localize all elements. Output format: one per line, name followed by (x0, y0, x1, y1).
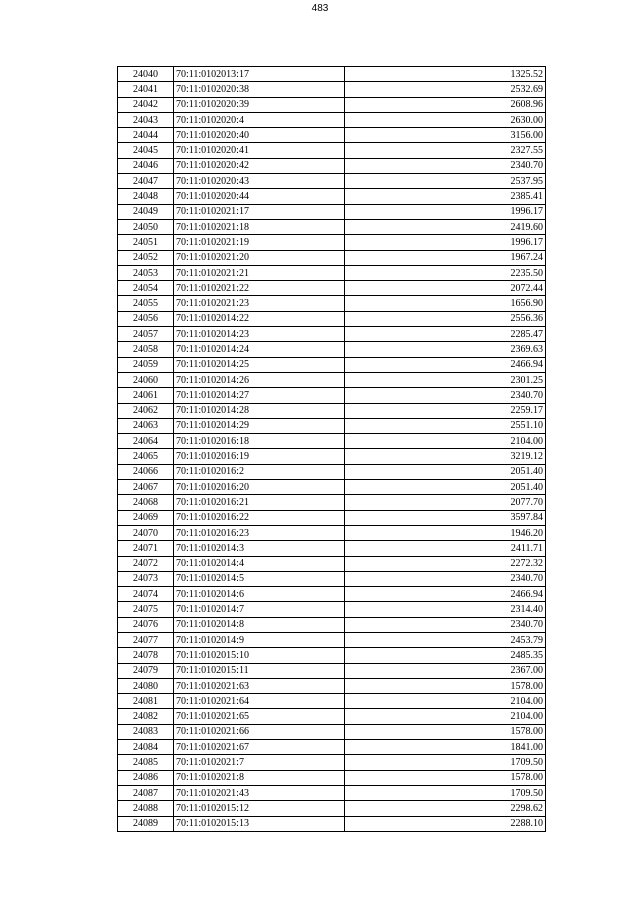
table-row (118, 372, 546, 387)
row-number-cell: 24077 (118, 632, 174, 647)
table-row (118, 418, 546, 433)
area-value-cell: 2340.70 (345, 388, 546, 403)
cadastral-code-cell: 70:11:0102016:21 (174, 495, 345, 510)
table-row (118, 480, 546, 495)
row-number-cell: 24069 (118, 510, 174, 525)
cadastral-code-cell: 70:11:0102020:38 (174, 82, 345, 97)
row-number-cell: 24067 (118, 480, 174, 495)
table-row (118, 663, 546, 678)
table-row (118, 128, 546, 143)
row-number-cell: 24050 (118, 219, 174, 234)
area-value-cell: 2411.71 (345, 541, 546, 556)
row-number-cell: 24058 (118, 342, 174, 357)
table-row (118, 602, 546, 617)
table-row (118, 587, 546, 602)
row-number-cell: 24046 (118, 158, 174, 173)
row-number-cell: 24087 (118, 785, 174, 800)
row-number-cell: 24074 (118, 587, 174, 602)
area-value-cell: 2537.95 (345, 174, 546, 189)
table-row (118, 525, 546, 540)
area-value-cell: 2608.96 (345, 97, 546, 112)
area-value-cell: 1578.00 (345, 678, 546, 693)
cadastral-code-cell: 70:11:0102014:25 (174, 357, 345, 372)
row-number-cell: 24082 (118, 709, 174, 724)
row-number-cell: 24084 (118, 740, 174, 755)
cadastral-code-cell: 70:11:0102014:6 (174, 587, 345, 602)
table-row (118, 510, 546, 525)
cadastral-code-cell: 70:11:0102014:3 (174, 541, 345, 556)
cadastral-code-cell: 70:11:0102021:17 (174, 204, 345, 219)
table-row (118, 495, 546, 510)
table-row (118, 556, 546, 571)
cadastral-code-cell: 70:11:0102021:23 (174, 296, 345, 311)
cadastral-code-cell: 70:11:0102015:12 (174, 801, 345, 816)
row-number-cell: 24083 (118, 724, 174, 739)
cadastral-code-cell: 70:11:0102014:5 (174, 571, 345, 586)
row-number-cell: 24071 (118, 541, 174, 556)
cadastral-code-cell: 70:11:0102014:23 (174, 327, 345, 342)
area-value-cell: 2327.55 (345, 143, 546, 158)
row-number-cell: 24078 (118, 648, 174, 663)
row-number-cell: 24045 (118, 143, 174, 158)
cadastral-code-cell: 70:11:0102014:7 (174, 602, 345, 617)
area-value-cell: 2485.35 (345, 648, 546, 663)
area-value-cell: 2272.32 (345, 556, 546, 571)
cadastral-code-cell: 70:11:0102014:26 (174, 372, 345, 387)
table-row (118, 357, 546, 372)
table-row (118, 67, 546, 82)
area-value-cell: 2556.36 (345, 311, 546, 326)
table-row (118, 143, 546, 158)
row-number-cell: 24043 (118, 112, 174, 127)
row-number-cell: 24080 (118, 678, 174, 693)
table-row (118, 342, 546, 357)
area-value-cell: 2369.63 (345, 342, 546, 357)
cadastral-code-cell: 70:11:0102014:29 (174, 418, 345, 433)
cadastral-code-cell: 70:11:0102021:67 (174, 740, 345, 755)
row-number-cell: 24070 (118, 525, 174, 540)
area-value-cell: 2285.47 (345, 327, 546, 342)
cadastral-code-cell: 70:11:0102014:9 (174, 632, 345, 647)
row-number-cell: 24057 (118, 327, 174, 342)
cadastral-code-cell: 70:11:0102021:8 (174, 770, 345, 785)
cadastral-code-cell: 70:11:0102021:18 (174, 219, 345, 234)
area-value-cell: 2051.40 (345, 464, 546, 479)
cadastral-code-cell: 70:11:0102014:8 (174, 617, 345, 632)
table-row (118, 403, 546, 418)
table-row (118, 250, 546, 265)
cadastral-code-cell: 70:11:0102014:27 (174, 388, 345, 403)
table-row (118, 388, 546, 403)
parcel-table (117, 66, 546, 832)
table-row (118, 112, 546, 127)
cadastral-code-cell: 70:11:0102020:40 (174, 128, 345, 143)
area-value-cell: 2288.10 (345, 816, 546, 831)
table-row (118, 632, 546, 647)
cadastral-code-cell: 70:11:0102021:65 (174, 709, 345, 724)
area-value-cell: 2340.70 (345, 158, 546, 173)
cadastral-code-cell: 70:11:0102021:66 (174, 724, 345, 739)
area-value-cell: 1996.17 (345, 204, 546, 219)
row-number-cell: 24089 (118, 816, 174, 831)
area-value-cell: 1841.00 (345, 740, 546, 755)
table-row (118, 694, 546, 709)
cadastral-code-cell: 70:11:0102020:4 (174, 112, 345, 127)
row-number-cell: 24081 (118, 694, 174, 709)
area-value-cell: 2385.41 (345, 189, 546, 204)
area-value-cell: 2104.00 (345, 694, 546, 709)
table-row (118, 189, 546, 204)
row-number-cell: 24056 (118, 311, 174, 326)
area-value-cell: 2301.25 (345, 372, 546, 387)
table-row (118, 158, 546, 173)
cadastral-code-cell: 70:11:0102015:13 (174, 816, 345, 831)
row-number-cell: 24053 (118, 265, 174, 280)
area-value-cell: 1578.00 (345, 724, 546, 739)
area-value-cell: 3219.12 (345, 449, 546, 464)
row-number-cell: 24075 (118, 602, 174, 617)
row-number-cell: 24044 (118, 128, 174, 143)
table-row (118, 281, 546, 296)
area-value-cell: 2532.69 (345, 82, 546, 97)
table-row (118, 449, 546, 464)
table-row (118, 571, 546, 586)
row-number-cell: 24040 (118, 67, 174, 82)
cadastral-code-cell: 70:11:0102013:17 (174, 67, 345, 82)
cadastral-code-cell: 70:11:0102020:41 (174, 143, 345, 158)
cadastral-code-cell: 70:11:0102014:22 (174, 311, 345, 326)
area-value-cell: 3156.00 (345, 128, 546, 143)
table-row (118, 464, 546, 479)
table-row (118, 204, 546, 219)
row-number-cell: 24051 (118, 235, 174, 250)
area-value-cell: 2340.70 (345, 571, 546, 586)
area-value-cell: 1967.24 (345, 250, 546, 265)
area-value-cell: 2453.79 (345, 632, 546, 647)
table-row (118, 740, 546, 755)
cadastral-code-cell: 70:11:0102015:11 (174, 663, 345, 678)
row-number-cell: 24052 (118, 250, 174, 265)
row-number-cell: 24059 (118, 357, 174, 372)
row-number-cell: 24076 (118, 617, 174, 632)
cadastral-code-cell: 70:11:0102016:2 (174, 464, 345, 479)
cadastral-code-cell: 70:11:0102014:24 (174, 342, 345, 357)
table-row (118, 311, 546, 326)
table-row (118, 801, 546, 816)
cadastral-code-cell: 70:11:0102016:18 (174, 434, 345, 449)
table-row (118, 770, 546, 785)
area-value-cell: 2340.70 (345, 617, 546, 632)
row-number-cell: 24062 (118, 403, 174, 418)
cadastral-code-cell: 70:11:0102020:43 (174, 174, 345, 189)
row-number-cell: 24063 (118, 418, 174, 433)
row-number-cell: 24041 (118, 82, 174, 97)
area-value-cell: 1709.50 (345, 755, 546, 770)
area-value-cell: 2072.44 (345, 281, 546, 296)
row-number-cell: 24066 (118, 464, 174, 479)
table-row (118, 724, 546, 739)
table-row (118, 296, 546, 311)
cadastral-code-cell: 70:11:0102021:64 (174, 694, 345, 709)
table-row (118, 97, 546, 112)
area-value-cell: 2466.94 (345, 357, 546, 372)
row-number-cell: 24054 (118, 281, 174, 296)
row-number-cell: 24088 (118, 801, 174, 816)
area-value-cell: 2314.40 (345, 602, 546, 617)
table-row (118, 617, 546, 632)
table-row (118, 541, 546, 556)
row-number-cell: 24048 (118, 189, 174, 204)
area-value-cell: 1325.52 (345, 67, 546, 82)
cadastral-code-cell: 70:11:0102021:7 (174, 755, 345, 770)
parcel-table-body (118, 67, 546, 832)
table-row (118, 816, 546, 831)
area-value-cell: 2298.62 (345, 801, 546, 816)
cadastral-code-cell: 70:11:0102015:10 (174, 648, 345, 663)
area-value-cell: 2466.94 (345, 587, 546, 602)
table-row (118, 235, 546, 250)
table-row (118, 265, 546, 280)
table-row (118, 678, 546, 693)
area-value-cell: 1709.50 (345, 785, 546, 800)
cadastral-code-cell: 70:11:0102021:19 (174, 235, 345, 250)
row-number-cell: 24042 (118, 97, 174, 112)
area-value-cell: 2419.60 (345, 219, 546, 234)
cadastral-code-cell: 70:11:0102021:22 (174, 281, 345, 296)
area-value-cell: 2551.10 (345, 418, 546, 433)
area-value-cell: 2051.40 (345, 480, 546, 495)
area-value-cell: 2259.17 (345, 403, 546, 418)
area-value-cell: 2235.50 (345, 265, 546, 280)
row-number-cell: 24047 (118, 174, 174, 189)
cadastral-code-cell: 70:11:0102016:23 (174, 525, 345, 540)
row-number-cell: 24060 (118, 372, 174, 387)
area-value-cell: 1946.20 (345, 525, 546, 540)
row-number-cell: 24055 (118, 296, 174, 311)
table-row (118, 327, 546, 342)
cadastral-code-cell: 70:11:0102016:20 (174, 480, 345, 495)
row-number-cell: 24065 (118, 449, 174, 464)
table-row (118, 434, 546, 449)
cadastral-code-cell: 70:11:0102021:20 (174, 250, 345, 265)
cadastral-code-cell: 70:11:0102021:63 (174, 678, 345, 693)
area-value-cell: 2077.70 (345, 495, 546, 510)
row-number-cell: 24049 (118, 204, 174, 219)
cadastral-code-cell: 70:11:0102021:21 (174, 265, 345, 280)
area-value-cell: 2104.00 (345, 709, 546, 724)
cadastral-code-cell: 70:11:0102021:43 (174, 785, 345, 800)
table-row (118, 648, 546, 663)
row-number-cell: 24079 (118, 663, 174, 678)
cadastral-code-cell: 70:11:0102020:44 (174, 189, 345, 204)
row-number-cell: 24085 (118, 755, 174, 770)
row-number-cell: 24073 (118, 571, 174, 586)
area-value-cell: 1578.00 (345, 770, 546, 785)
row-number-cell: 24072 (118, 556, 174, 571)
area-value-cell: 2367.00 (345, 663, 546, 678)
area-value-cell: 2104.00 (345, 434, 546, 449)
table-row (118, 785, 546, 800)
cadastral-code-cell: 70:11:0102016:22 (174, 510, 345, 525)
cadastral-code-cell: 70:11:0102016:19 (174, 449, 345, 464)
table-row (118, 174, 546, 189)
table-row (118, 82, 546, 97)
cadastral-code-cell: 70:11:0102014:28 (174, 403, 345, 418)
area-value-cell: 3597.84 (345, 510, 546, 525)
row-number-cell: 24064 (118, 434, 174, 449)
row-number-cell: 24086 (118, 770, 174, 785)
area-value-cell: 1656.90 (345, 296, 546, 311)
cadastral-code-cell: 70:11:0102014:4 (174, 556, 345, 571)
row-number-cell: 24061 (118, 388, 174, 403)
table-row (118, 219, 546, 234)
row-number-cell: 24068 (118, 495, 174, 510)
page-number: 483 (311, 3, 329, 14)
table-row (118, 709, 546, 724)
area-value-cell: 1996.17 (345, 235, 546, 250)
cadastral-code-cell: 70:11:0102020:39 (174, 97, 345, 112)
cadastral-code-cell: 70:11:0102020:42 (174, 158, 345, 173)
table-row (118, 755, 546, 770)
area-value-cell: 2630.00 (345, 112, 546, 127)
